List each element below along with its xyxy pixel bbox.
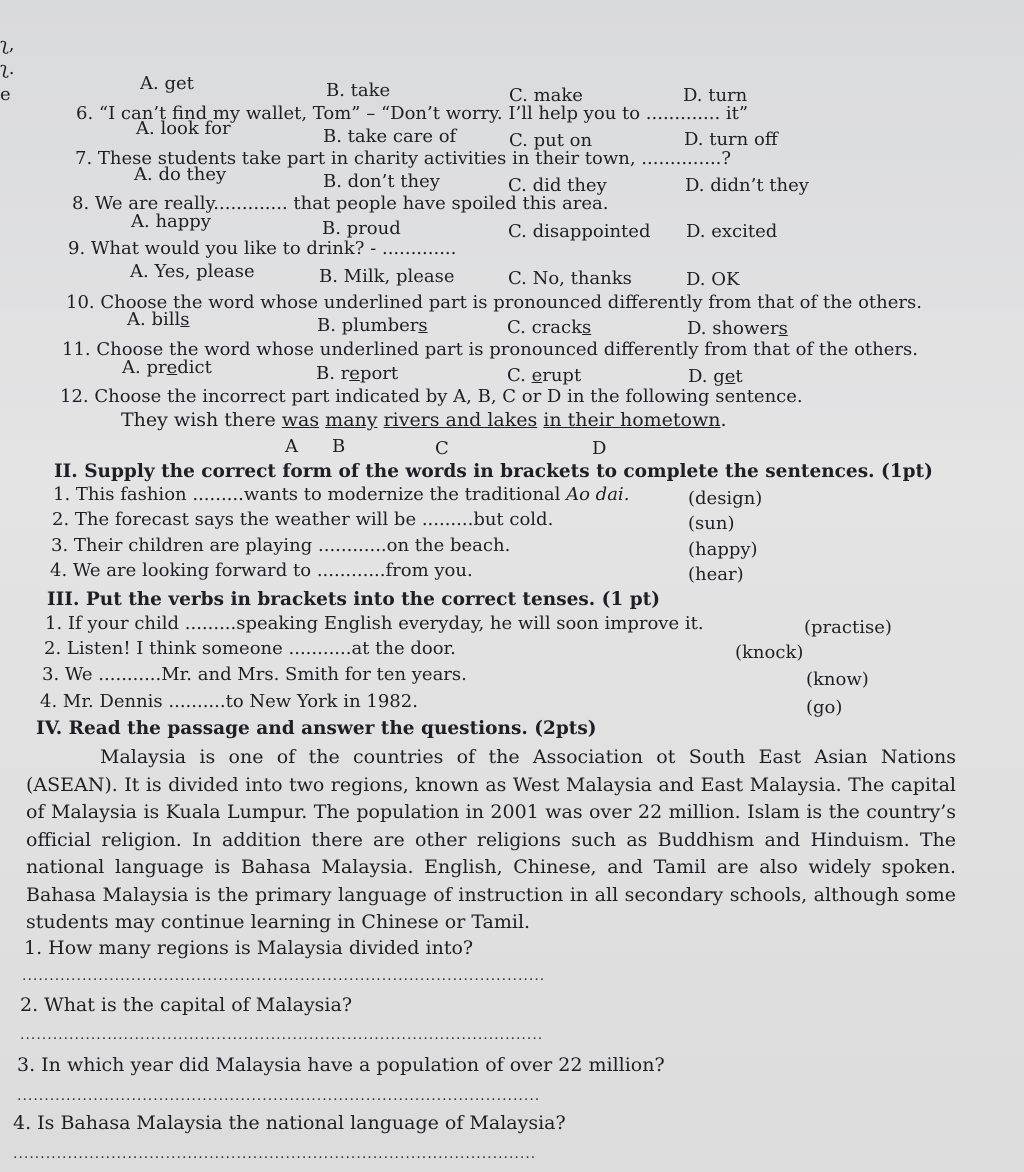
question-3: 3. In which year did Malaysia have a population of over 22 million? (17, 1054, 665, 1076)
section3-hint: (go) (806, 697, 843, 718)
section3-hint: (practise) (804, 617, 892, 638)
q5-option-d: D. turn (683, 85, 748, 106)
q5-option-a: A. get (140, 73, 194, 94)
section3-item: 1. If your child .........speaking English everyday, he will soon improve it. (45, 613, 704, 634)
margin-mark: ʅ, (0, 34, 15, 55)
q6-option-c: C. put on (509, 130, 593, 151)
q7-option-d: D. didn’t they (685, 175, 809, 196)
answer-line-3: ................................................................................................ (17, 1088, 541, 1104)
q9-option-d: D. OK (686, 269, 740, 290)
q7-option-a: A. do they (134, 164, 227, 185)
section2-hint: (happy) (688, 539, 758, 560)
q11-option-a: A. predict (122, 357, 212, 378)
q10-option-a: A. bills (127, 309, 190, 330)
section3-item: 4. Mr. Dennis ..........to New York in 1982. (40, 691, 418, 712)
q10-option-d: D. showers (687, 318, 788, 339)
q10-option-c: C. cracks (507, 317, 592, 338)
section3-hint: (know) (806, 669, 869, 690)
section3-item: 3. We ...........Mr. and Mrs. Smith for ten years. (42, 664, 467, 685)
margin-mark: ʅ. (0, 58, 15, 79)
q6-option-a: A. look for (136, 118, 231, 139)
answer-line-2: ................................................................................................ (20, 1027, 544, 1043)
section2-hint: (sun) (688, 513, 735, 534)
q8-option-c: C. disappointed (508, 221, 651, 242)
answer-line-1: ................................................................................................ (22, 968, 546, 984)
q9-option-a: A. Yes, please (130, 261, 255, 282)
q12-letter-a: A (285, 436, 298, 457)
q7-option-c: C. did they (508, 175, 607, 196)
question-2: 2. What is the capital of Malaysia? (20, 994, 353, 1016)
section2-hint: (hear) (688, 564, 744, 585)
q7-option-b: B. don’t they (323, 171, 440, 192)
section3-item: 2. Listen! I think someone ...........at the door. (44, 638, 456, 659)
margin-mark: e (0, 84, 11, 105)
question-1: 1. How many regions is Malaysia divided into? (24, 937, 474, 959)
q8-option-a: A. happy (131, 211, 211, 232)
q9-stem: 9. What would you like to drink? - ............. (68, 238, 457, 259)
q11-option-b: B. report (316, 363, 399, 384)
q12-stem: 12. Choose the incorrect part indicated by A, B, C or D in the following sentence. (60, 386, 803, 407)
section2-item: 3. Their children are playing ............on the beach. (51, 535, 511, 556)
q12-letter-c: C (435, 438, 449, 459)
q12-sentence: They wish there was many rivers and lakes in their hometown. (121, 409, 727, 431)
q8-option-b: B. proud (322, 218, 401, 239)
section3-title: III. Put the verbs in brackets into the correct tenses. (1 pt) (47, 589, 660, 610)
q10-option-b: B. plumbers (317, 315, 428, 336)
section4-title: IV. Read the passage and answer the questions. (2pts) (36, 718, 597, 739)
q11-option-c: C. erupt (507, 365, 582, 386)
q12-letter-b: B (332, 436, 346, 457)
q8-option-d: D. excited (686, 221, 778, 242)
q5-option-c: C. make (509, 85, 583, 106)
q11-option-d: D. get (688, 366, 743, 387)
q10-stem: 10. Choose the word whose underlined part is pronounced differently from that of the others. (66, 292, 922, 313)
section2-item: 2. The forecast says the weather will be .........but cold. (52, 509, 554, 530)
section2-hint: (design) (688, 488, 763, 509)
question-4: 4. Is Bahasa Malaysia the national language of Malaysia? (13, 1112, 566, 1134)
reading-passage: Malaysia is one of the countries of the Association ot South East Asian Nations (ASEAN). It is divided into two regions, known as West Malaysia and East Malaysia. The capital of Malaysia is Kuala Lumpur. The population in 2001 was over 22 million. Islam is the country’s official religion. In addition there are other religions such as Buddhism and Hinduism. The national language is Bahasa Malaysia. English, Chinese, and Tamil are also widely spoken. Bahasa Malaysia is the primary language of instruction in all secondary schools, although some students may continue learning in Chinese or Tamil. (26, 746, 956, 933)
q5-option-b: B. take (326, 80, 391, 101)
section2-title: II. Supply the correct form of the words in brackets to complete the sentences. (1pt) (54, 461, 933, 482)
section2-item: 4. We are looking forward to ............from you. (50, 560, 473, 581)
q6-option-b: B. take care of (323, 126, 457, 147)
q11-stem: 11. Choose the word whose underlined part is pronounced differently from that of the others. (62, 339, 918, 360)
section3-hint: (knock) (735, 642, 804, 663)
q9-option-c: C. No, thanks (508, 268, 632, 289)
q8-stem: 8. We are really............. that people have spoiled this area. (72, 193, 609, 214)
section2-item: 1. This fashion .........wants to modernize the traditional Ao dai. (53, 484, 630, 505)
answer-line-4: ................................................................................................ (13, 1146, 537, 1162)
q9-option-b: B. Milk, please (319, 266, 455, 287)
q7-stem: 7. These students take part in charity activities in their town, ..............? (75, 148, 732, 169)
q6-option-d: D. turn off (684, 129, 778, 150)
q12-letter-d: D (592, 438, 607, 459)
q6-stem: 6. “I can’t find my wallet, Tom” – “Don’t worry. I’ll help you to ............. it” (76, 103, 749, 124)
